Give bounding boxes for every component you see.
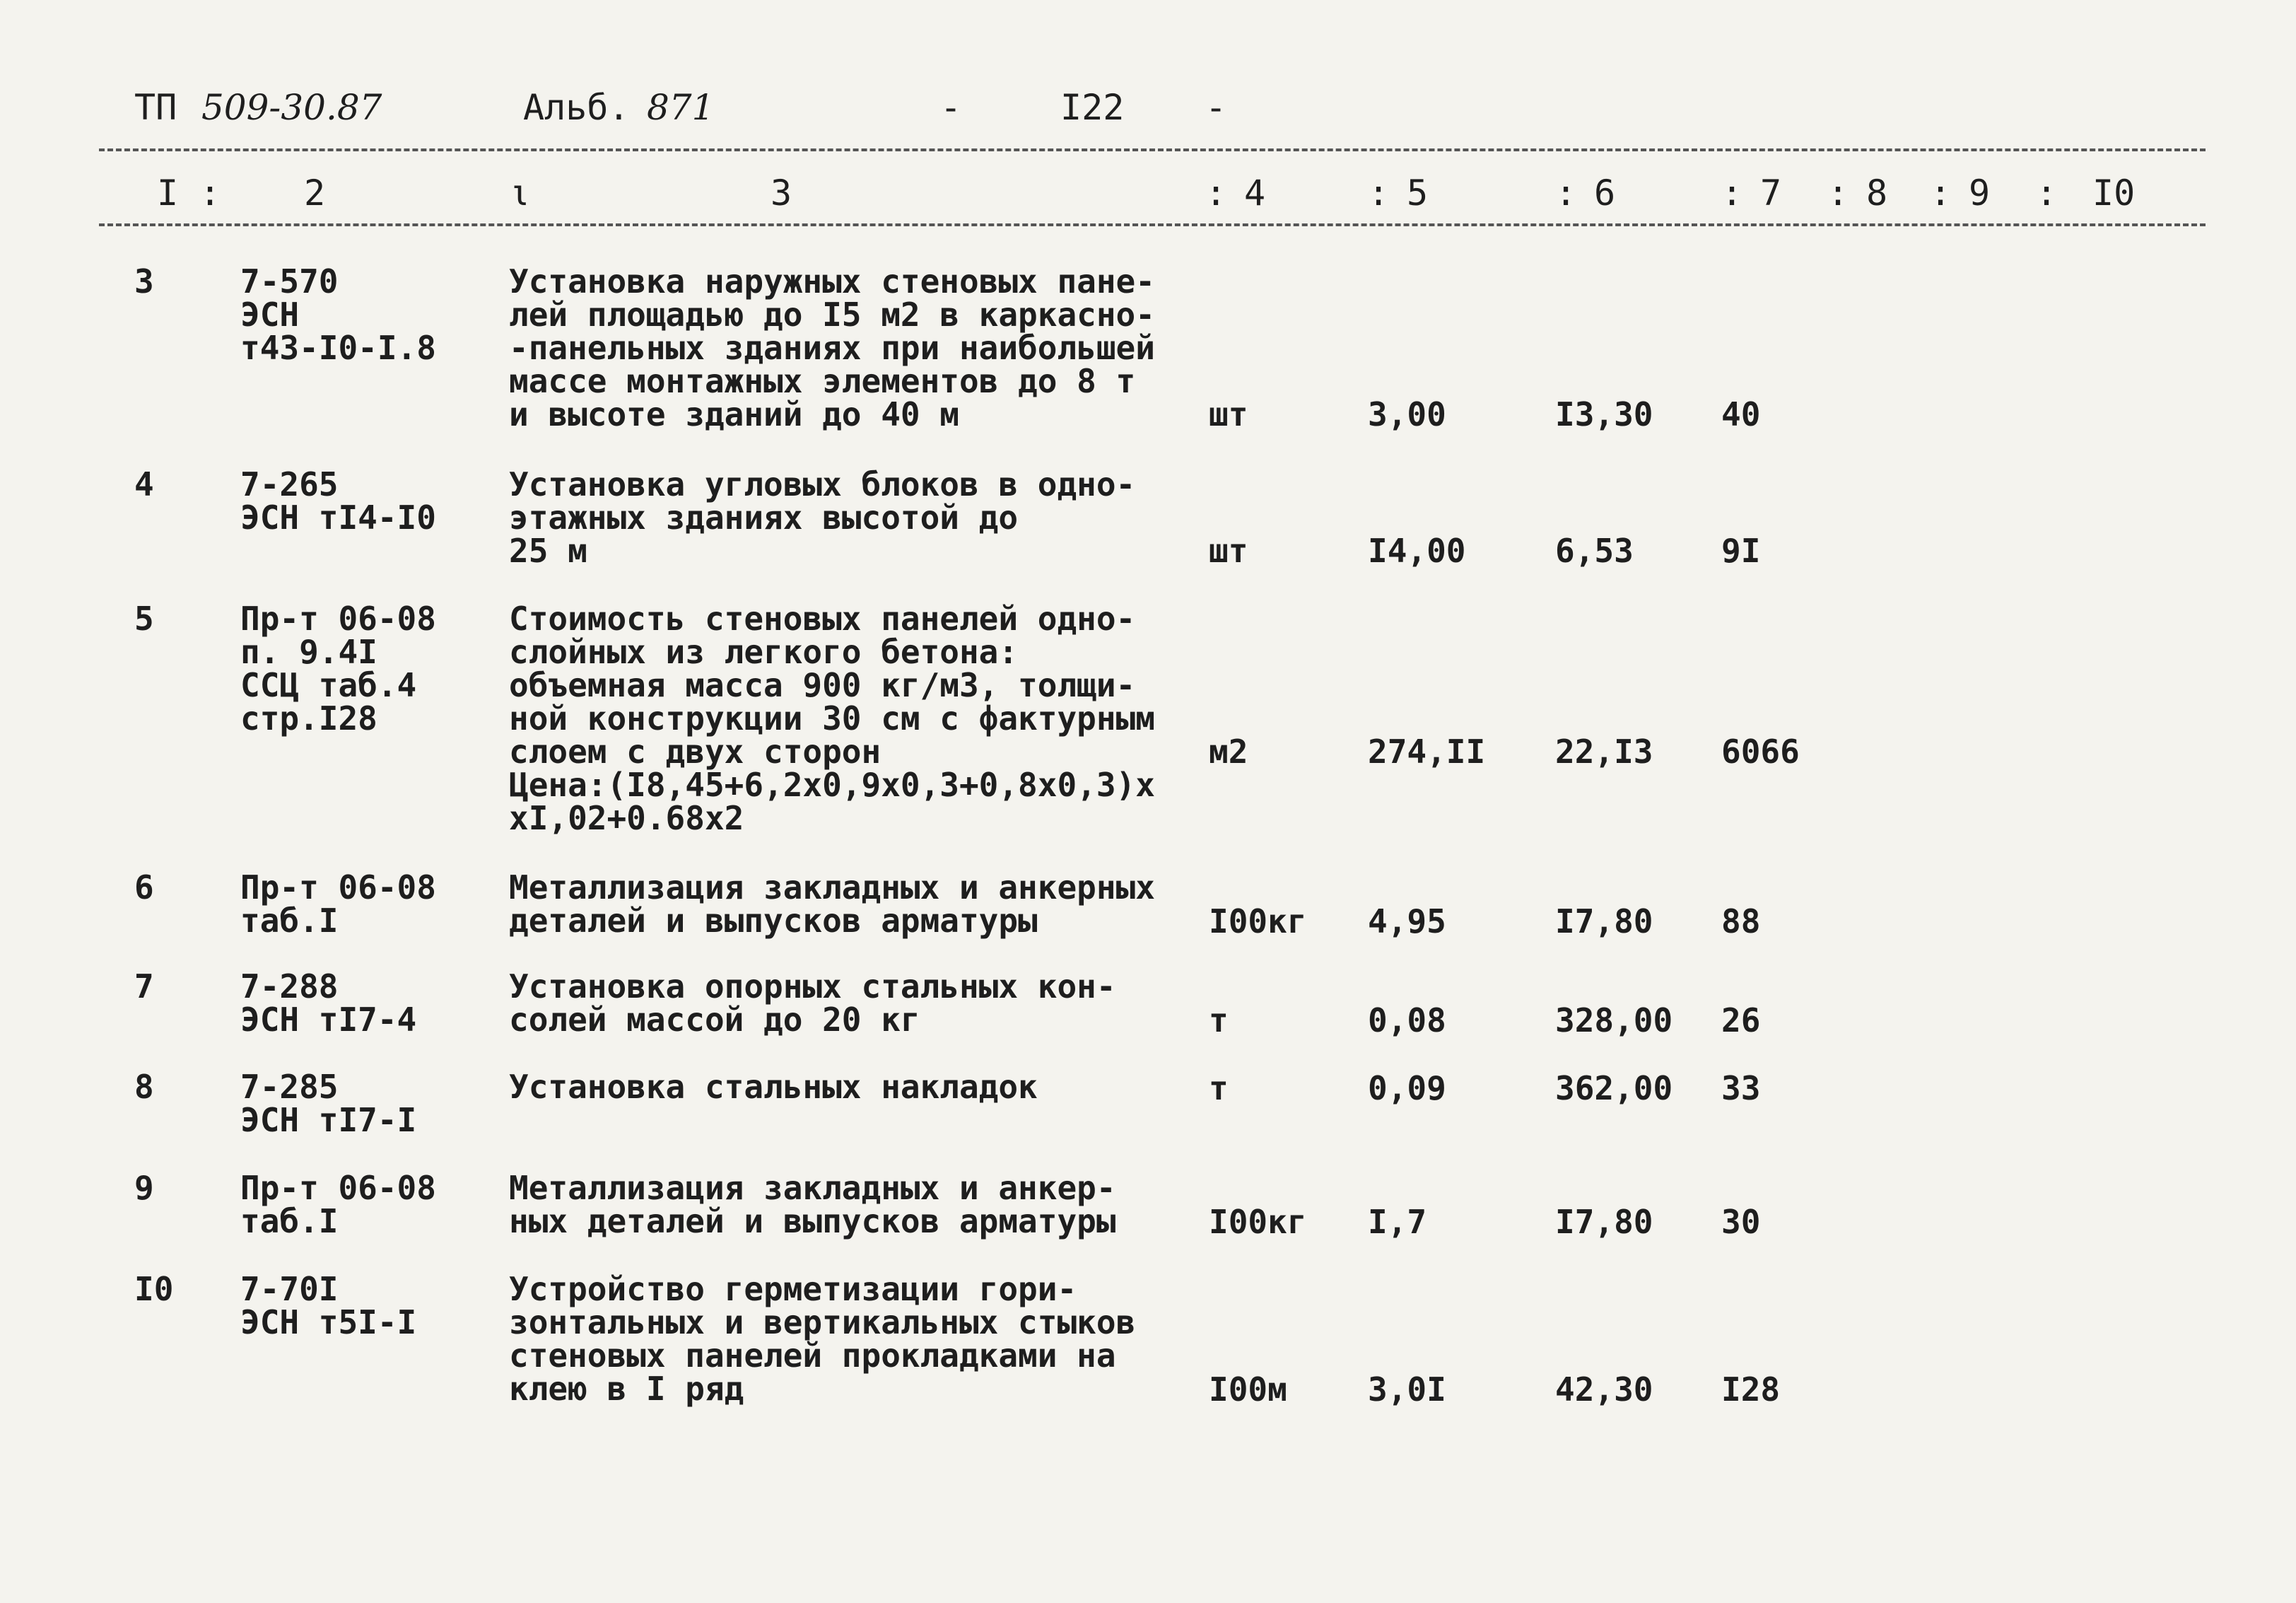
row-code: 7-570 ЭСН т43-I0-I.8 [240,262,436,367]
row-quantity: I,7 [1368,1203,1427,1241]
row-unit: т [1209,1069,1229,1107]
row-number: I0 [134,1270,174,1308]
row-description: Установка стальных накладок [509,1068,1038,1106]
column-separator: : [1368,173,1390,214]
row-number: 5 [134,600,154,638]
row-quantity: I4,00 [1368,532,1466,570]
column-separator: : [1930,173,1952,214]
row-code: 7-285 ЭСН тI7-I [240,1068,417,1139]
row-description: Установка наружных стеновых пане- лей площадью до I5 м2 в каркасно- -панельных зданиях при наибольшей массе монтажных элементов до 8 т и высоте зданий до 40 м [509,262,1155,433]
row-quantity: 3,0I [1368,1370,1446,1409]
row-description: Установка угловых блоков в одно- этажных зданиях высотой до 25 м [509,465,1136,570]
row-description: Металлизация закладных и анкерных деталей и выпусков арматуры [509,868,1155,940]
row-unit: шт [1209,532,1248,570]
row-price: I7,80 [1555,1203,1653,1241]
column-separator: : [2036,173,2058,214]
row-total: 9I [1721,532,1761,570]
row-code: 7-70I ЭСН т5I-I [240,1270,417,1341]
row-unit: I00кг [1209,902,1307,940]
row-total: 88 [1721,902,1761,940]
album-prefix: Альб. [523,87,630,128]
header-dash-right: - [1205,87,1227,128]
column-header-4: 4 [1244,173,1266,214]
header-divider [99,148,2206,151]
column-separator: : [199,173,221,214]
row-price: I3,30 [1555,395,1653,433]
column-header-2: 2 [304,173,326,214]
header-dash-left: - [940,87,962,128]
column-separator: ι [509,173,531,214]
column-header-6: 6 [1594,173,1616,214]
column-separator: : [1827,173,1849,214]
row-unit: м2 [1209,733,1248,771]
row-number: 9 [134,1169,154,1207]
row-quantity: 274,II [1368,733,1486,771]
row-number: 4 [134,465,154,503]
row-price: I7,80 [1555,902,1653,940]
row-number: 7 [134,967,154,1005]
row-code: 7-265 ЭСН тI4-I0 [240,465,436,537]
row-code: Пр-т 06-08 таб.I [240,1169,436,1240]
row-price: 22,I3 [1555,733,1653,771]
column-header-5: 5 [1407,173,1429,214]
row-price: 362,00 [1555,1069,1673,1107]
row-price: 6,53 [1555,532,1634,570]
row-total: I28 [1721,1370,1781,1409]
column-header-10: I0 [2092,173,2136,214]
column-separator: : [1721,173,1743,214]
row-description: Металлизация закладных и анкер- ных деталей и выпусков арматуры [509,1169,1116,1240]
row-total: 6066 [1721,733,1800,771]
row-description: Установка опорных стальных кон- солей массой до 20 кг [509,967,1116,1039]
column-header-8: 8 [1866,173,1888,214]
row-unit: т [1209,1001,1229,1039]
project-prefix: ТП [134,87,177,128]
row-total: 30 [1721,1203,1761,1241]
row-price: 42,30 [1555,1370,1653,1409]
row-total: 33 [1721,1069,1761,1107]
row-total: 40 [1721,395,1761,433]
row-unit: I00м [1209,1370,1287,1409]
row-code: Пр-т 06-08 п. 9.4I ССЦ таб.4 стр.I28 [240,600,436,738]
row-unit: шт [1209,395,1248,433]
album-number: 871 [647,87,715,128]
row-description: Стоимость стеновых панелей одно- слойных из легкого бетона: объемная масса 900 кг/м3, толщи- ной конструкции 30 см с фактурным слоем с двух сторон Цена:(I8,45+6,2х0,9х0,3+0,8х0,3)х хI,02+0.68х2 [509,600,1155,837]
page-number: I22 [1060,87,1125,128]
row-description: Устройство герметизации гори- зонтальных и вертикальных стыков стеновых панелей прокладками на клею в I ряд [509,1270,1136,1408]
column-header-9: 9 [1969,173,1991,214]
row-number: 6 [134,868,154,907]
project-code: 509-30.87 [201,87,382,128]
column-separator: : [1555,173,1577,214]
row-quantity: 3,00 [1368,395,1446,433]
column-separator: : [1205,173,1227,214]
row-quantity: 0,08 [1368,1001,1446,1039]
column-header-7: 7 [1760,173,1782,214]
column-header-1: I [157,173,179,214]
row-quantity: 0,09 [1368,1069,1446,1107]
row-code: Пр-т 06-08 таб.I [240,868,436,940]
row-price: 328,00 [1555,1001,1673,1039]
row-total: 26 [1721,1001,1761,1039]
row-number: 8 [134,1068,154,1106]
row-code: 7-288 ЭСН тI7-4 [240,967,417,1039]
column-header-3: 3 [771,173,792,214]
column-header-divider [99,223,2206,226]
row-number: 3 [134,262,154,301]
row-quantity: 4,95 [1368,902,1446,940]
row-unit: I00кг [1209,1203,1307,1241]
